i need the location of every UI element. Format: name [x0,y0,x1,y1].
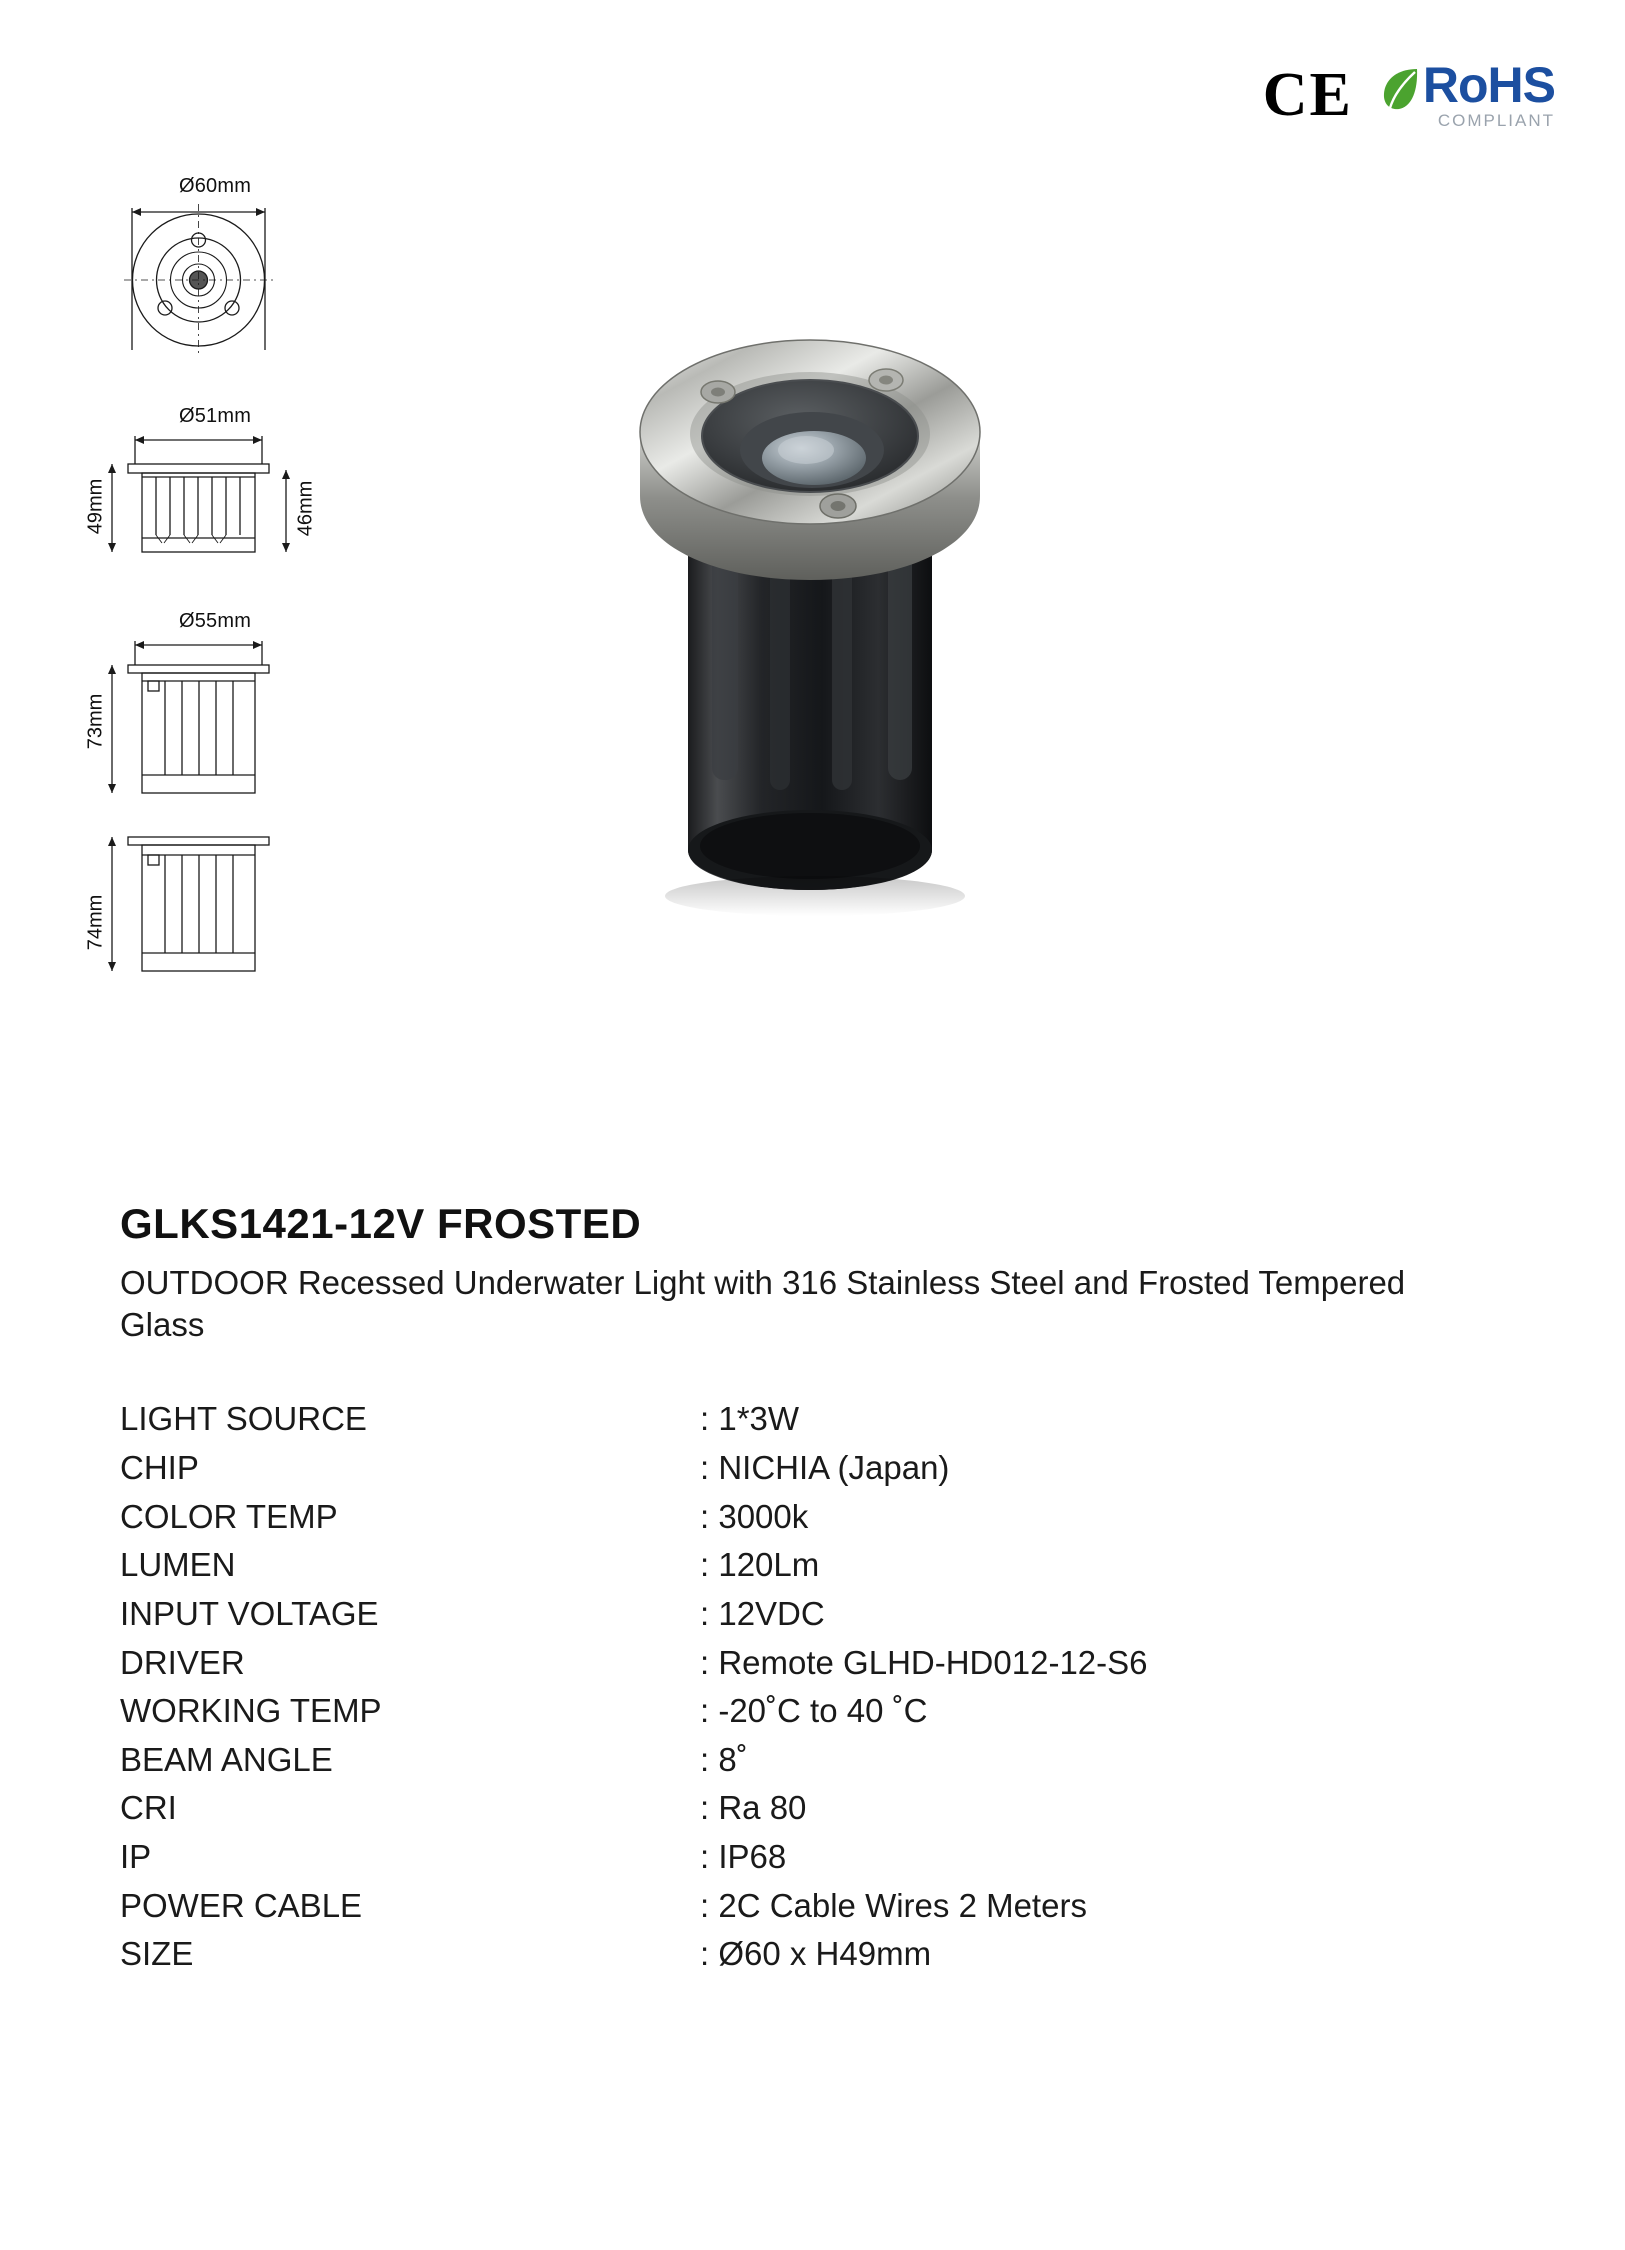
product-photo [600,300,1120,920]
technical-drawings [84,175,340,1025]
drawing-section-view-1 [84,405,340,610]
product-info [120,1200,1540,1984]
specifications-table [120,1400,1148,1983]
spec-value: : -20˚C to 40 ˚C [700,1692,928,1730]
table-row [120,1838,1148,1887]
table-row [120,1692,1148,1741]
dimension-label-height-73: 73mm [84,693,107,750]
spec-value: : Ø60 x H49mm [700,1935,932,1973]
table-row [120,1498,1148,1547]
section-view-2-drawing [90,635,340,815]
dimension-label-diameter-51: Ø51mm [178,405,252,427]
dimension-label-height-49: 49mm [84,478,107,535]
table-row [120,1644,1148,1693]
spec-label: DRIVER [120,1643,245,1681]
certification-marks [1262,57,1555,130]
spec-value: : 8˚ [700,1740,748,1778]
spec-label: SIZE [120,1935,194,1973]
specifications-body [120,1400,1148,1983]
spec-label: IP [120,1837,152,1875]
table-row [120,1449,1148,1498]
table-row [120,1935,1148,1984]
table-row [120,1741,1148,1790]
spec-label: INPUT VOLTAGE [120,1594,379,1632]
rohs-sublabel: COMPLIANT [1437,110,1555,130]
drawing-section-view-2 [84,610,340,825]
table-row [120,1887,1148,1936]
product-title: GLKS1421-12V FROSTED [120,1200,642,1247]
top-view-drawing [90,200,340,395]
spec-value: : 3000k [700,1497,809,1535]
ce-mark: CE [1262,61,1353,130]
drawing-section-view-3 [84,825,340,1025]
dimension-label-height-46: 46mm [294,480,317,537]
spec-label: CRI [120,1789,177,1827]
table-row [120,1789,1148,1838]
rohs-mark [1381,57,1555,130]
section-view-3-drawing [90,825,340,1000]
table-row [120,1546,1148,1595]
dimension-label-diameter-60: Ø60mm [178,175,252,197]
spec-value: : 12VDC [700,1594,825,1632]
spec-value: : 120Lm [700,1546,820,1584]
spec-value: : 1*3W [700,1400,800,1438]
spec-value: : 2C Cable Wires 2 Meters [700,1886,1087,1924]
spec-label: LUMEN [120,1546,236,1584]
rohs-label: RoHS [1422,57,1555,113]
spec-label: WORKING TEMP [120,1692,382,1730]
spec-label: BEAM ANGLE [120,1740,333,1778]
rohs-text [1422,57,1555,130]
dimension-label-diameter-55: Ø55mm [178,610,252,632]
spec-value: : NICHIA (Japan) [700,1449,950,1487]
product-description: OUTDOOR Recessed Underwater Light with 316 Stainless Steel and Frosted Tempered Glass [120,1264,1406,1344]
spec-label: COLOR TEMP [120,1497,338,1535]
spec-label: LIGHT SOURCE [120,1400,367,1438]
drawing-top-view [90,175,340,405]
dimension-label-height-74: 74mm [84,894,107,951]
table-row [120,1595,1148,1644]
leaf-icon [1381,66,1421,112]
spec-label: POWER CABLE [120,1886,363,1924]
spec-value: : Ra 80 [700,1789,807,1827]
spec-value: : Remote GLHD-HD012-12-S6 [700,1643,1148,1681]
inground-light-image [600,300,1120,920]
spec-label: CHIP [120,1449,199,1487]
table-row [120,1400,1148,1449]
spec-value: : IP68 [700,1837,787,1875]
